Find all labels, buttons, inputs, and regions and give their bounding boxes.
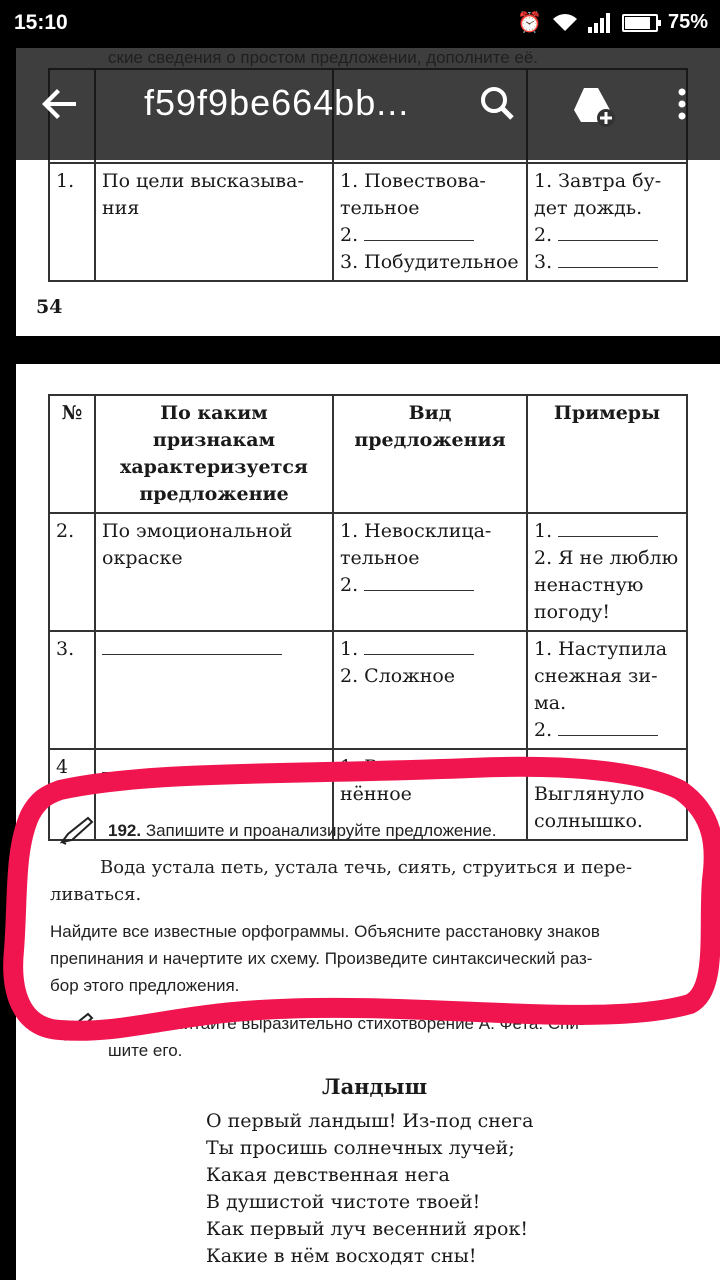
exercise-task: Запишите и проанализируйте предложение. bbox=[145, 821, 497, 840]
kind-a: 1. bbox=[340, 638, 359, 660]
header-criterion: По каким признакам характеризуется предложение bbox=[95, 395, 333, 513]
poem-line: Как первый луч весенний ярок! bbox=[206, 1218, 529, 1240]
example-cell bbox=[527, 749, 687, 840]
exercise-sentence-2: ливаться. bbox=[50, 884, 142, 905]
row-number: 4 bbox=[49, 749, 95, 840]
example-a: 1. bbox=[534, 756, 553, 778]
file-title: f59f9be664bb... bbox=[144, 82, 410, 123]
header-num: № bbox=[49, 395, 95, 513]
table-main bbox=[48, 394, 688, 841]
example-cell bbox=[527, 631, 687, 749]
blank-line bbox=[102, 755, 282, 773]
example-b: 2. Я не люблю ненастную погоду! bbox=[534, 547, 679, 623]
example-3: 3. bbox=[534, 251, 553, 273]
add-to-drive-icon[interactable] bbox=[566, 78, 618, 130]
kind-cell bbox=[333, 631, 527, 749]
app-bar bbox=[16, 48, 720, 160]
pen-icon bbox=[58, 814, 96, 846]
alarm-icon: ⏰ bbox=[517, 12, 542, 34]
row-number: 2. bbox=[49, 513, 95, 631]
kind-1: 1. Повествова- тельное bbox=[340, 170, 486, 219]
instruction-line-2: препинания и начертите их схему. Произведите синтаксический раз- bbox=[50, 949, 593, 968]
blank-line bbox=[102, 637, 282, 655]
criterion-cell: По цели высказыва- ния bbox=[95, 163, 333, 281]
kind-3: 3. Побудительное bbox=[340, 251, 519, 273]
wifi-icon bbox=[552, 13, 578, 33]
exercise-193-line-1: Прочитайте выразительно стихотворение А. Фета. Спи- bbox=[144, 1014, 585, 1033]
more-options-icon[interactable] bbox=[656, 78, 708, 130]
instruction-line-3: бор этого предложения. bbox=[50, 976, 240, 995]
criterion-cell: По эмоциональной окраске bbox=[95, 513, 333, 631]
poem-line: О первый ландыш! Из-под снега bbox=[206, 1110, 534, 1132]
header-examples: Примеры bbox=[527, 395, 687, 513]
example-b: Выглянуло солнышко. bbox=[534, 783, 645, 832]
back-arrow-icon[interactable] bbox=[36, 80, 84, 128]
poem-line: Какие в нём восходят сны! bbox=[206, 1245, 477, 1267]
example-cell bbox=[527, 513, 687, 631]
kind-a: 1. Распростра- нённое bbox=[340, 756, 487, 805]
kind-a: 1. Невосклица- тельное bbox=[340, 520, 492, 569]
example-2: 2. bbox=[534, 224, 553, 246]
example-a: 1. Наступила снежная зи- ма. bbox=[534, 638, 668, 714]
table-row bbox=[49, 513, 687, 631]
search-icon[interactable] bbox=[472, 78, 524, 130]
table-header bbox=[49, 395, 687, 513]
row-number: 3. bbox=[49, 631, 95, 749]
poem-title: Ландыш bbox=[322, 1074, 428, 1099]
poem-line: В душистой чистоте твоей! bbox=[206, 1191, 481, 1213]
kind-b: 2. Сложное bbox=[340, 665, 456, 687]
kind-2: 2. bbox=[340, 224, 359, 246]
example-b: 2. bbox=[534, 719, 553, 741]
kind-cell bbox=[333, 513, 527, 631]
criterion-cell bbox=[95, 631, 333, 749]
poem-line: Ты просишь солнечных лучей; bbox=[206, 1137, 515, 1159]
exercise-number: 192. bbox=[108, 821, 142, 840]
table-row bbox=[49, 631, 687, 749]
row-number: 1. bbox=[49, 163, 95, 281]
example-cell bbox=[527, 163, 687, 281]
page-number: 54 bbox=[36, 296, 63, 318]
example-1: 1. Завтра бу- дет дождь. bbox=[534, 170, 662, 219]
instruction-line-1: Найдите все известные орфограммы. Объясните расстановку знаков bbox=[50, 922, 600, 941]
exercise-193-line-2: шите его. bbox=[108, 1041, 183, 1060]
kind-cell bbox=[333, 163, 527, 281]
poem-line: Какая девственная нега bbox=[206, 1164, 450, 1186]
status-bar bbox=[0, 0, 720, 48]
header-kind: Вид предложения bbox=[333, 395, 527, 513]
signal-icon bbox=[588, 13, 612, 33]
battery-level: 75% bbox=[667, 11, 708, 33]
status-time: 15:10 bbox=[14, 11, 68, 34]
poem bbox=[206, 1108, 533, 1270]
exercise-sentence-1: Вода устала петь, устала течь, сиять, струиться и пере- bbox=[100, 857, 633, 878]
pen-icon bbox=[58, 1010, 96, 1042]
battery-icon bbox=[622, 14, 658, 32]
example-a: 1. bbox=[534, 520, 553, 542]
table-row bbox=[49, 163, 687, 281]
kind-b: 2. bbox=[340, 574, 359, 596]
